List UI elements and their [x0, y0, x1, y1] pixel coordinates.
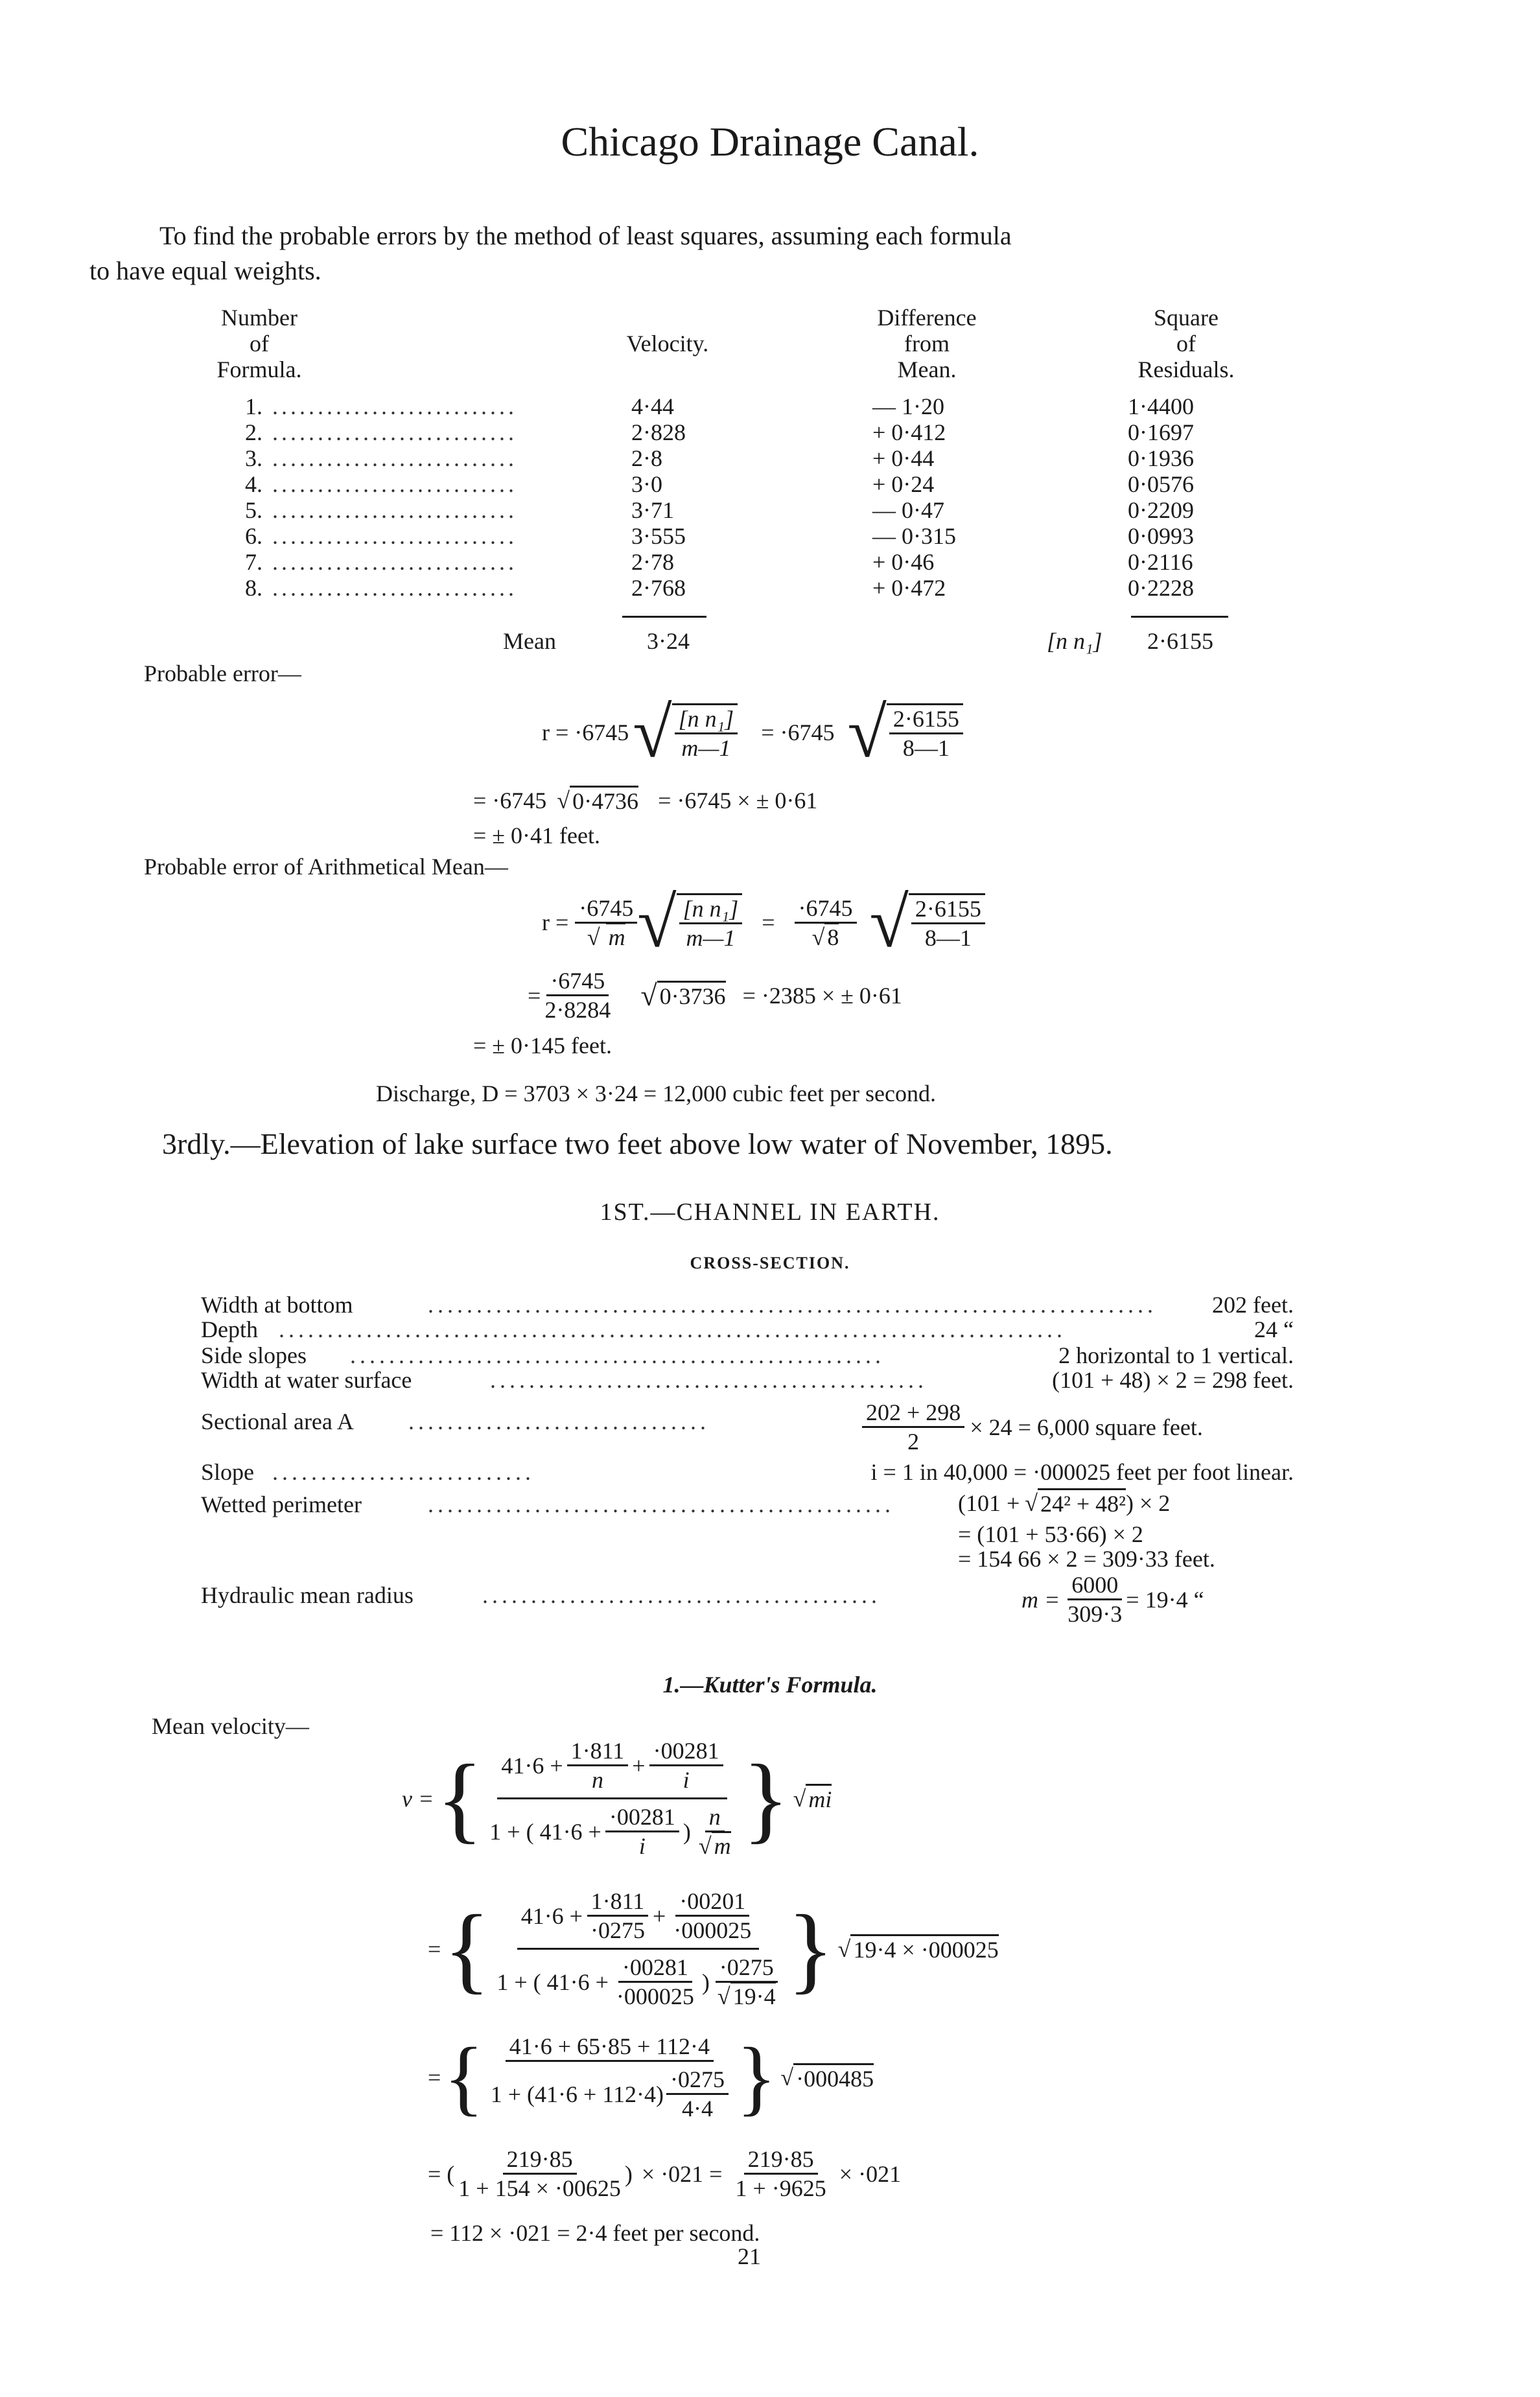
leader-dots: ...........................	[272, 523, 517, 549]
header-difference: Difference from Mean.	[877, 305, 977, 382]
leader-dots: ...........................	[272, 393, 517, 419]
difference-cell: + 0·46	[872, 549, 935, 575]
leader-dots: ...........................	[272, 549, 517, 575]
formula-number: 4.	[245, 471, 262, 497]
spec-width-water-value: (101 + 48) × 2 = 298 feet.	[1052, 1367, 1294, 1393]
intro-line-1: To find the probable errors by the method of least squares, assuming each formula	[159, 221, 1012, 250]
kutter-heading: 1.—Kutter's Formula.	[662, 1672, 878, 1698]
header-velocity: Velocity.	[626, 331, 709, 357]
leader-dots: ...........................	[272, 497, 517, 523]
leader-dots: ...........................	[272, 575, 517, 601]
difference-cell: + 0·472	[872, 575, 946, 601]
spec-hydraulic-label: Hydraulic mean radius	[201, 1582, 414, 1608]
square-cell: 0·2209	[1128, 497, 1194, 523]
probable-error-eq1: r = ·6745 √ $\frac{\text{[n n₁]}}{m—1}$ = ·6745 √ $\frac{2\cdot 6155}{8—1}$	[542, 697, 963, 768]
kutter-eq3: = { 41·6 + 65·85 + 112·4 1 + (41·6 + 112·4) $\frac{\cdot 0275}{4\cdot 4}$ } √ ·000485	[428, 2031, 874, 2124]
difference-cell: + 0·412	[872, 419, 946, 445]
spec-width-bottom-label: Width at bottom	[201, 1292, 353, 1318]
velocity-cell: 2·768	[631, 575, 686, 601]
probable-error-eq2: = ·6745 √ 0·4736 = ·6745 × ± 0·61	[473, 786, 817, 815]
spec-side-slopes-value: 2 horizontal to 1 vertical.	[1058, 1342, 1294, 1368]
spec-slope-value: i = 1 in 40,000 = ·000025 feet per foot linear.	[870, 1459, 1294, 1485]
page-title: Chicago Drainage Canal.	[561, 119, 979, 165]
mean-velocity-label: Mean velocity—	[152, 1713, 309, 1739]
velocity-cell: 3·555	[631, 523, 686, 549]
leader-dots: ...........................	[272, 445, 517, 471]
velocity-cell: 3·0	[631, 471, 662, 497]
spec-area-value: $\frac{202 + 298}{2}$ × 24 = 6,000 square feet.	[862, 1399, 1203, 1455]
difference-cell: — 0·47	[872, 497, 944, 523]
velocity-cell: 2·8	[631, 445, 662, 471]
probable-error-mean-eq2: = $\frac{\cdot 6745}{2\cdot 8284}$ √ 0·3736 = ·2385 × ± 0·61	[528, 968, 902, 1023]
square-cell: 0·0576	[1128, 471, 1194, 497]
probable-error-result: = ± 0·41 feet.	[473, 823, 600, 848]
kutter-eq2: = { 41·6 + $\frac{1\cdot 811}{\cdot 0275}$ + $\frac{\cdot 00201}{\cdot 000025}$ 1 + ( 41·6 + $\frac{\cdot 00281}{\cdot 000025}$ ) $\frac{\cdot 0275}{√ 19\cdot 4}$ } √ 19·4 × ·000025	[428, 1888, 999, 2009]
formula-number: 2.	[245, 419, 262, 445]
spec-depth-value: 24 “	[1254, 1316, 1294, 1342]
probable-error-label: Probable error—	[144, 661, 301, 686]
kutter-eq4: = ( $\frac{219\cdot 85}{1 + 154 \times \cdot 00625}$ ) × ·021 = $\frac{219\cdot 85}{1 + \cdot 9625}$ × ·021	[428, 2146, 902, 2201]
leader-dots: .......................................................	[350, 1342, 885, 1368]
intro-line-2: to have equal weights.	[89, 256, 321, 285]
sum-value: 2·6155	[1147, 628, 1213, 654]
formula-number: 5.	[245, 497, 262, 523]
probable-error-mean-result: = ± 0·145 feet.	[473, 1033, 612, 1058]
mean-rule	[622, 616, 706, 618]
velocity-cell: 3·71	[631, 497, 674, 523]
spec-wetted-value-3: = 154 66 × 2 = 309·33 feet.	[958, 1546, 1215, 1572]
spec-width-bottom-value: 202 feet.	[1212, 1292, 1294, 1318]
spec-area-label: Sectional area A	[201, 1409, 354, 1434]
leader-dots: ...........................................................................	[428, 1292, 1157, 1318]
mean-value: 3·24	[647, 628, 690, 654]
difference-cell: — 0·315	[872, 523, 956, 549]
difference-cell: — 1·20	[872, 393, 944, 419]
leader-dots: ...........................	[272, 471, 517, 497]
velocity-cell: 2·78	[631, 549, 674, 575]
difference-cell: + 0·44	[872, 445, 935, 471]
spec-wetted-value-2: = (101 + 53·66) × 2	[958, 1521, 1143, 1547]
spec-side-slopes-label: Side slopes	[201, 1342, 307, 1368]
formula-number: 8.	[245, 575, 262, 601]
channel-heading: 1ST.—CHANNEL IN EARTH.	[600, 1198, 940, 1226]
leader-dots: .........................................	[482, 1582, 881, 1608]
velocity-cell: 2·828	[631, 419, 686, 445]
square-cell: 0·1697	[1128, 419, 1194, 445]
spec-slope-label: Slope	[201, 1459, 255, 1485]
difference-cell: + 0·24	[872, 471, 935, 497]
page-number: 21	[738, 2243, 761, 2269]
spec-wetted-label: Wetted perimeter	[201, 1491, 362, 1517]
formula-number: 3.	[245, 445, 262, 471]
leader-dots: ...........................	[272, 419, 517, 445]
leader-dots: ...........................	[272, 1459, 535, 1485]
kutter-eq1: v = { 41·6 + $\frac{1\cdot 811}{n}$ + $\frac{\cdot 00281}{i}$ 1 + ( 41·6 + $\frac{\cdot 00281}{i}$ ) $\frac{n}{√ m}$ } √ mi	[402, 1738, 832, 1859]
cross-section-heading: CROSS-SECTION.	[690, 1254, 850, 1272]
square-cell: 1·4400	[1128, 393, 1194, 419]
velocity-cell: 4·44	[631, 393, 674, 419]
formula-number: 7.	[245, 549, 262, 575]
formula-number: 1.	[245, 393, 262, 419]
square-cell: 0·1936	[1128, 445, 1194, 471]
leader-dots: ...............................	[408, 1409, 710, 1434]
leader-dots: .............................................	[490, 1367, 928, 1393]
spec-depth-label: Depth	[201, 1316, 258, 1342]
probable-error-mean-eq1: r = $\frac{\cdot 6745}{√ m}$ √ $\frac{\text{[n n₁]}}{m—1}$ = $\frac{\cdot 6745}{√ 8}$ √ $\frac{2\cdot 6155}{8—1}$	[542, 887, 985, 958]
header-number: Number of Formula.	[216, 305, 302, 382]
spec-hydraulic-value: m = $\frac{6000}{309\cdot 3}$ = 19·4 “	[1021, 1572, 1204, 1627]
leader-dots: ................................................	[428, 1491, 894, 1517]
probable-error-mean-label: Probable error of Arithmetical Mean—	[144, 854, 508, 880]
mean-label: Mean	[503, 628, 556, 654]
sum-rule	[1131, 616, 1228, 618]
leader-dots: .................................................................................	[279, 1316, 1066, 1342]
section-3-heading: 3rdly.—Elevation of lake surface two feet above low water of November, 1895.	[162, 1127, 1113, 1160]
kutter-result: = 112 × ·021 = 2·4 feet per second.	[430, 2220, 760, 2246]
header-square: Square of Residuals.	[1138, 305, 1235, 382]
spec-width-water-label: Width at water surface	[201, 1367, 412, 1393]
formula-number: 6.	[245, 523, 262, 549]
square-cell: 0·2116	[1128, 549, 1193, 575]
discharge-line: Discharge, D = 3703 × 3·24 = 12,000 cubic feet per second.	[376, 1081, 937, 1106]
square-cell: 0·2228	[1128, 575, 1194, 601]
square-cell: 0·0993	[1128, 523, 1194, 549]
spec-wetted-value-1: (101 + √ 24² + 48² ) × 2	[958, 1488, 1170, 1517]
sum-label: [n n₁]	[1047, 628, 1102, 654]
